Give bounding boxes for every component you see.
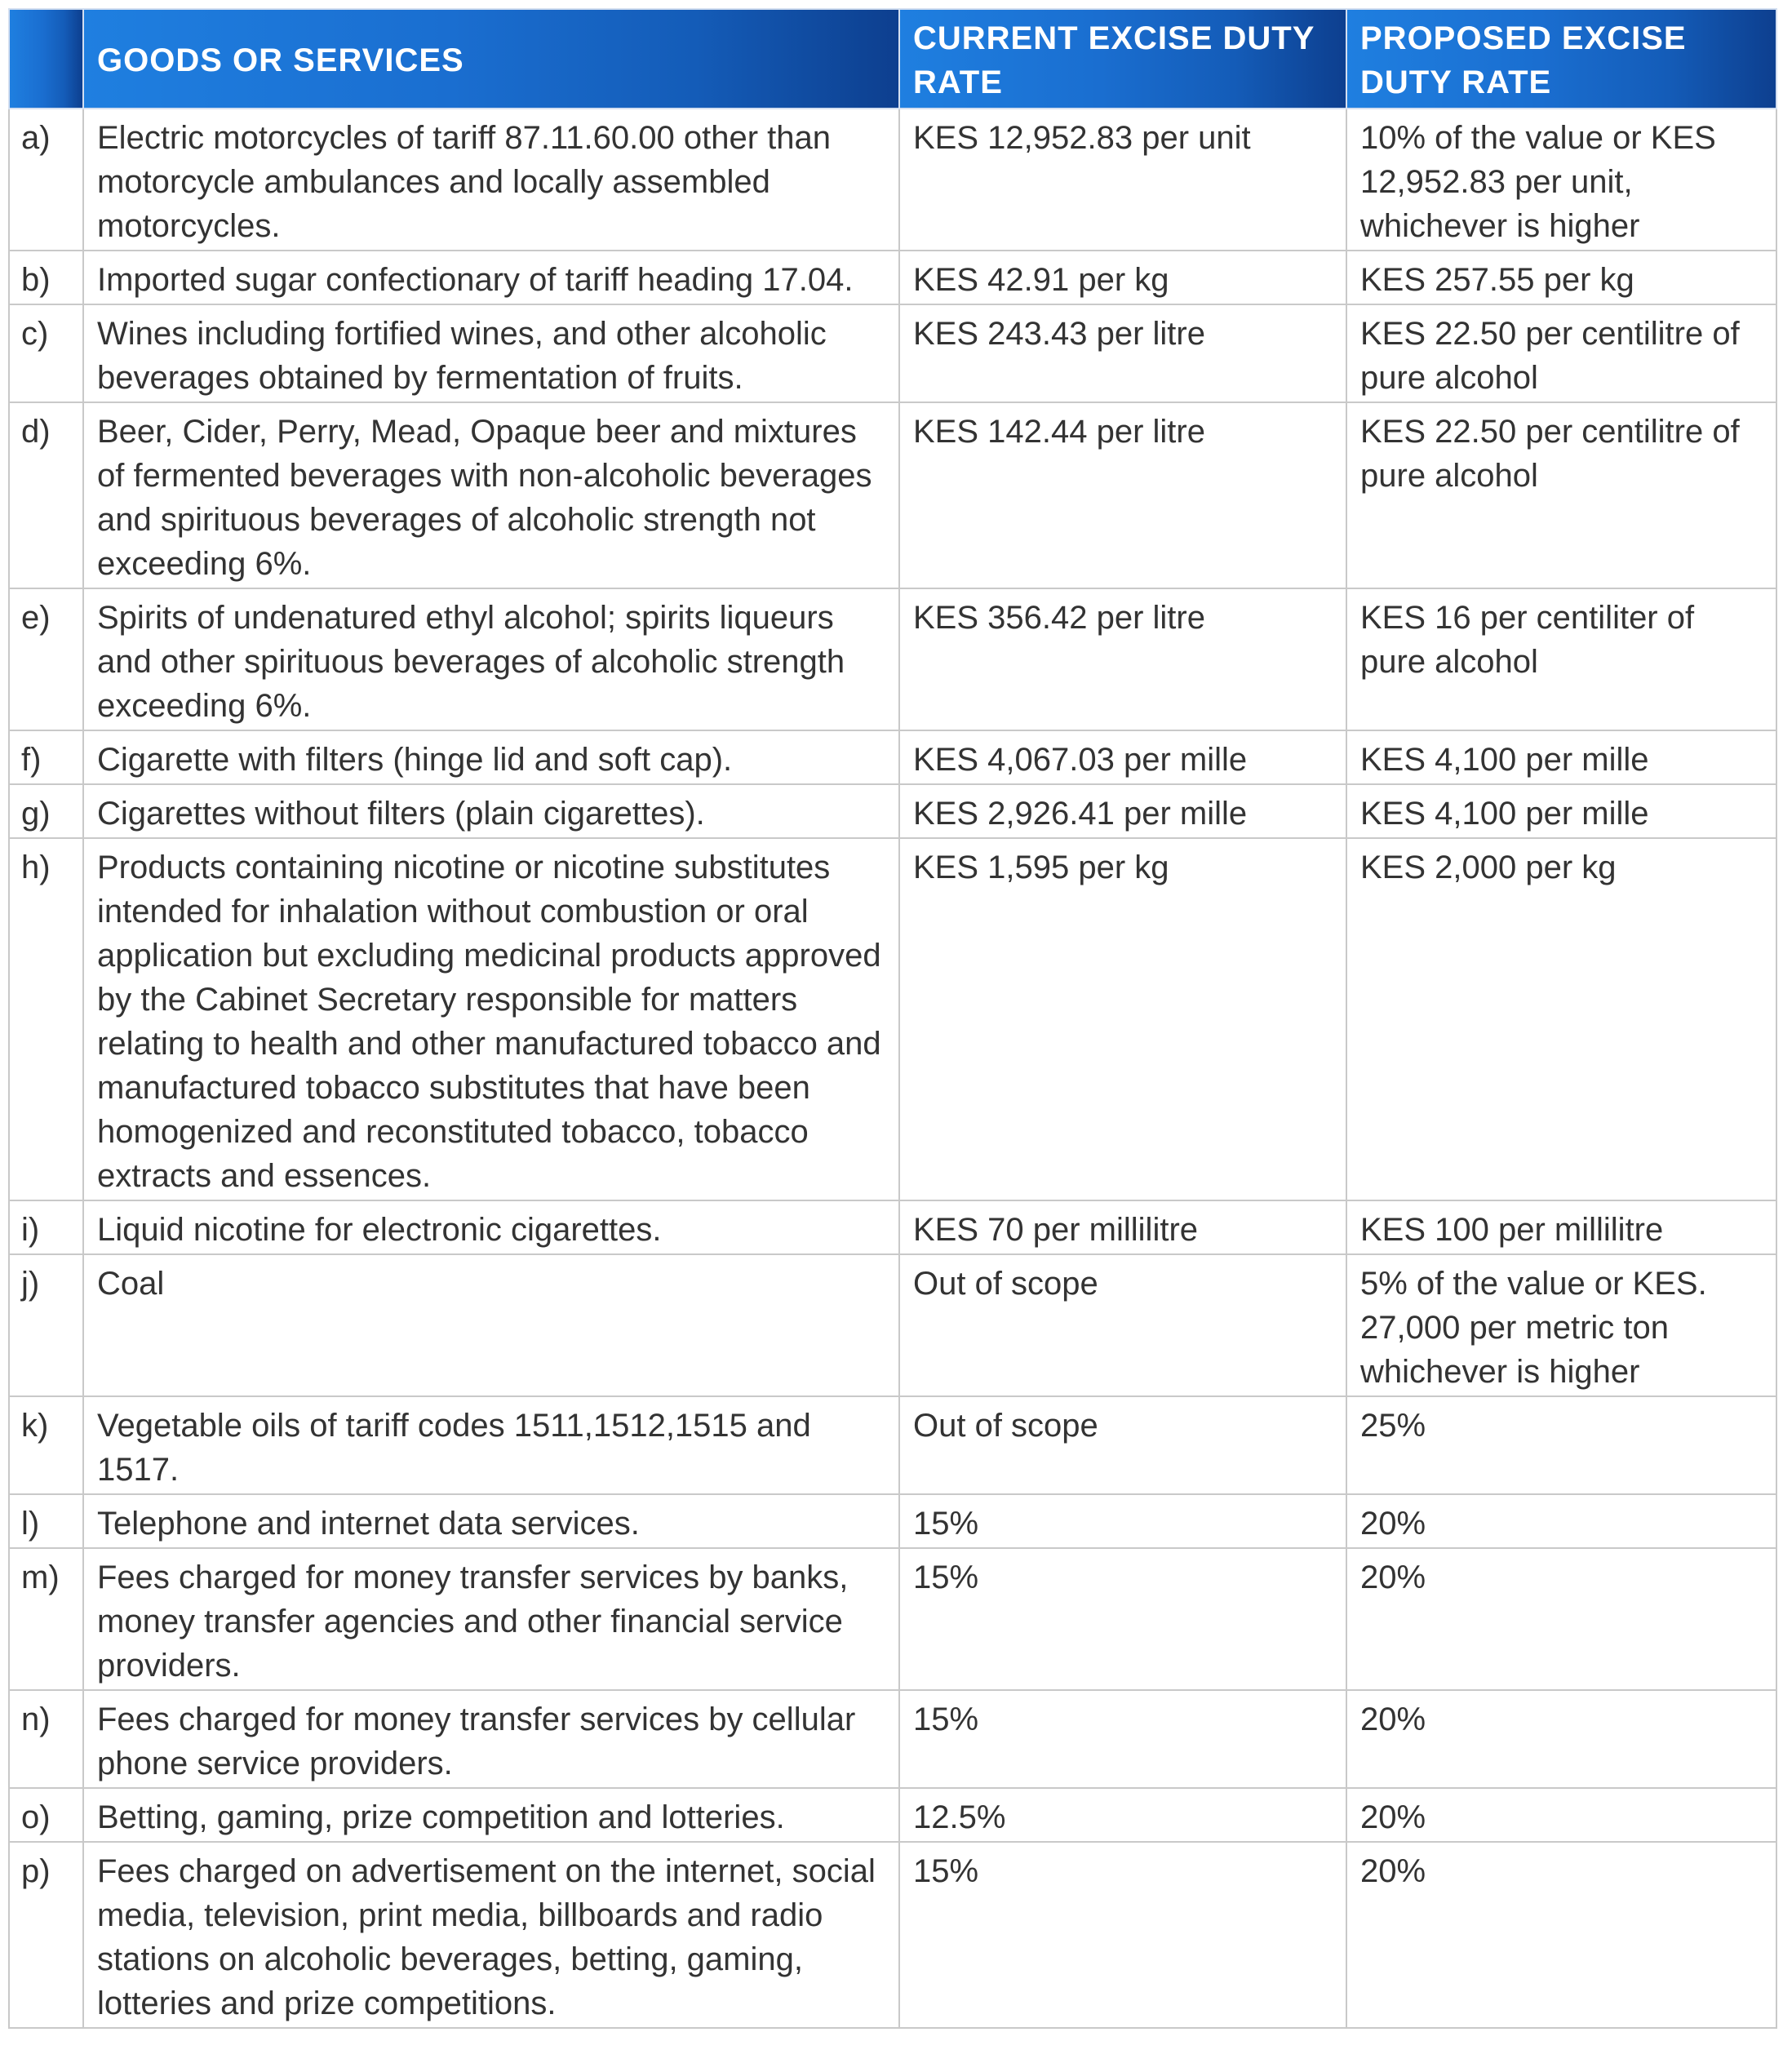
row-ref: l) <box>9 1494 83 1548</box>
row-current-rate: 15% <box>899 1842 1346 2028</box>
table-row <box>9 1396 1776 1494</box>
row-ref: f) <box>9 730 83 784</box>
row-current-rate: KES 4,067.03 per mille <box>899 730 1346 784</box>
table-row <box>9 402 1776 588</box>
row-current-rate: KES 243.43 per litre <box>899 304 1346 402</box>
row-goods: Electric motorcycles of tariff 87.11.60.00 other than motorcycle ambulances and locally assembled motorcycles. <box>83 109 899 251</box>
table-row <box>9 304 1776 402</box>
row-goods: Fees charged for money transfer services by cellular phone service providers. <box>83 1690 899 1788</box>
row-proposed-rate: KES 22.50 per centilitre of pure alcohol <box>1346 402 1776 588</box>
row-goods: Spirits of undenatured ethyl alcohol; spirits liqueurs and other spirituous beverages of alcoholic strength exceeding 6%. <box>83 588 899 730</box>
table-row <box>9 588 1776 730</box>
row-goods: Imported sugar confectionary of tariff heading 17.04. <box>83 251 899 304</box>
table-row <box>9 784 1776 838</box>
row-current-rate: KES 12,952.83 per unit <box>899 109 1346 251</box>
header-goods-or-services: GOODS OR SERVICES <box>83 9 899 109</box>
row-goods: Liquid nicotine for electronic cigarettes. <box>83 1200 899 1254</box>
table-row <box>9 838 1776 1200</box>
row-ref: n) <box>9 1690 83 1788</box>
table-row <box>9 1842 1776 2028</box>
row-ref: k) <box>9 1396 83 1494</box>
row-goods: Cigarettes without filters (plain cigarettes). <box>83 784 899 838</box>
table-row <box>9 1788 1776 1842</box>
row-current-rate: KES 1,595 per kg <box>899 838 1346 1200</box>
header-ref <box>9 9 83 109</box>
row-goods: Fees charged on advertisement on the internet, social media, television, print media, billboards and radio stations on alcoholic beverages, betting, gaming, lotteries and prize competitions. <box>83 1842 899 2028</box>
row-ref: g) <box>9 784 83 838</box>
row-ref: c) <box>9 304 83 402</box>
row-ref: i) <box>9 1200 83 1254</box>
row-current-rate: 15% <box>899 1494 1346 1548</box>
row-proposed-rate: KES 100 per millilitre <box>1346 1200 1776 1254</box>
row-ref: h) <box>9 838 83 1200</box>
row-proposed-rate: 10% of the value or KES 12,952.83 per unit, whichever is higher <box>1346 109 1776 251</box>
row-proposed-rate: 20% <box>1346 1842 1776 2028</box>
row-current-rate: 15% <box>899 1548 1346 1690</box>
row-goods: Telephone and internet data services. <box>83 1494 899 1548</box>
row-current-rate: KES 70 per millilitre <box>899 1200 1346 1254</box>
row-current-rate: Out of scope <box>899 1254 1346 1396</box>
row-proposed-rate: KES 16 per centiliter of pure alcohol <box>1346 588 1776 730</box>
row-ref: o) <box>9 1788 83 1842</box>
row-current-rate: KES 142.44 per litre <box>899 402 1346 588</box>
row-goods: Coal <box>83 1254 899 1396</box>
row-current-rate: KES 356.42 per litre <box>899 588 1346 730</box>
row-proposed-rate: 20% <box>1346 1494 1776 1548</box>
row-ref: e) <box>9 588 83 730</box>
row-proposed-rate: 20% <box>1346 1690 1776 1788</box>
row-ref: d) <box>9 402 83 588</box>
table-row <box>9 1494 1776 1548</box>
row-goods: Betting, gaming, prize competition and lotteries. <box>83 1788 899 1842</box>
row-proposed-rate: 25% <box>1346 1396 1776 1494</box>
row-proposed-rate: KES 22.50 per centilitre of pure alcohol <box>1346 304 1776 402</box>
row-proposed-rate: 20% <box>1346 1548 1776 1690</box>
table-header-row <box>9 9 1776 109</box>
row-goods: Beer, Cider, Perry, Mead, Opaque beer and mixtures of fermented beverages with non-alcoholic beverages and spirituous beverages of alcoholic strength not exceeding 6%. <box>83 402 899 588</box>
row-ref: p) <box>9 1842 83 2028</box>
row-current-rate: KES 2,926.41 per mille <box>899 784 1346 838</box>
row-current-rate: 12.5% <box>899 1788 1346 1842</box>
table-row <box>9 1254 1776 1396</box>
row-proposed-rate: KES 2,000 per kg <box>1346 838 1776 1200</box>
row-current-rate: Out of scope <box>899 1396 1346 1494</box>
table-row <box>9 1690 1776 1788</box>
table-row <box>9 109 1776 251</box>
row-ref: m) <box>9 1548 83 1690</box>
table-row <box>9 1548 1776 1690</box>
table-row <box>9 730 1776 784</box>
row-goods: Products containing nicotine or nicotine substitutes intended for inhalation without combustion or oral application but excluding medicinal products approved by the Cabinet Secretary responsible for matters relating to health and other manufactured tobacco and manufactured tobacco substitutes that have been homogenized and reconstituted tobacco, tobacco extracts and essences. <box>83 838 899 1200</box>
row-goods: Wines including fortified wines, and other alcoholic beverages obtained by fermentation of fruits. <box>83 304 899 402</box>
row-goods: Fees charged for money transfer services by banks, money transfer agencies and other financial service providers. <box>83 1548 899 1690</box>
excise-duty-table <box>8 8 1777 2029</box>
row-proposed-rate: 20% <box>1346 1788 1776 1842</box>
row-proposed-rate: KES 4,100 per mille <box>1346 730 1776 784</box>
table-row <box>9 1200 1776 1254</box>
table-row <box>9 251 1776 304</box>
row-current-rate: KES 42.91 per kg <box>899 251 1346 304</box>
row-ref: b) <box>9 251 83 304</box>
row-ref: a) <box>9 109 83 251</box>
row-proposed-rate: KES 257.55 per kg <box>1346 251 1776 304</box>
row-ref: j) <box>9 1254 83 1396</box>
row-current-rate: 15% <box>899 1690 1346 1788</box>
row-goods: Cigarette with filters (hinge lid and soft cap). <box>83 730 899 784</box>
row-goods: Vegetable oils of tariff codes 1511,1512,1515 and 1517. <box>83 1396 899 1494</box>
header-proposed-rate: PROPOSED EXCISE DUTY RATE <box>1346 9 1776 109</box>
row-proposed-rate: KES 4,100 per mille <box>1346 784 1776 838</box>
header-current-rate: CURRENT EXCISE DUTY RATE <box>899 9 1346 109</box>
row-proposed-rate: 5% of the value or KES. 27,000 per metric ton whichever is higher <box>1346 1254 1776 1396</box>
